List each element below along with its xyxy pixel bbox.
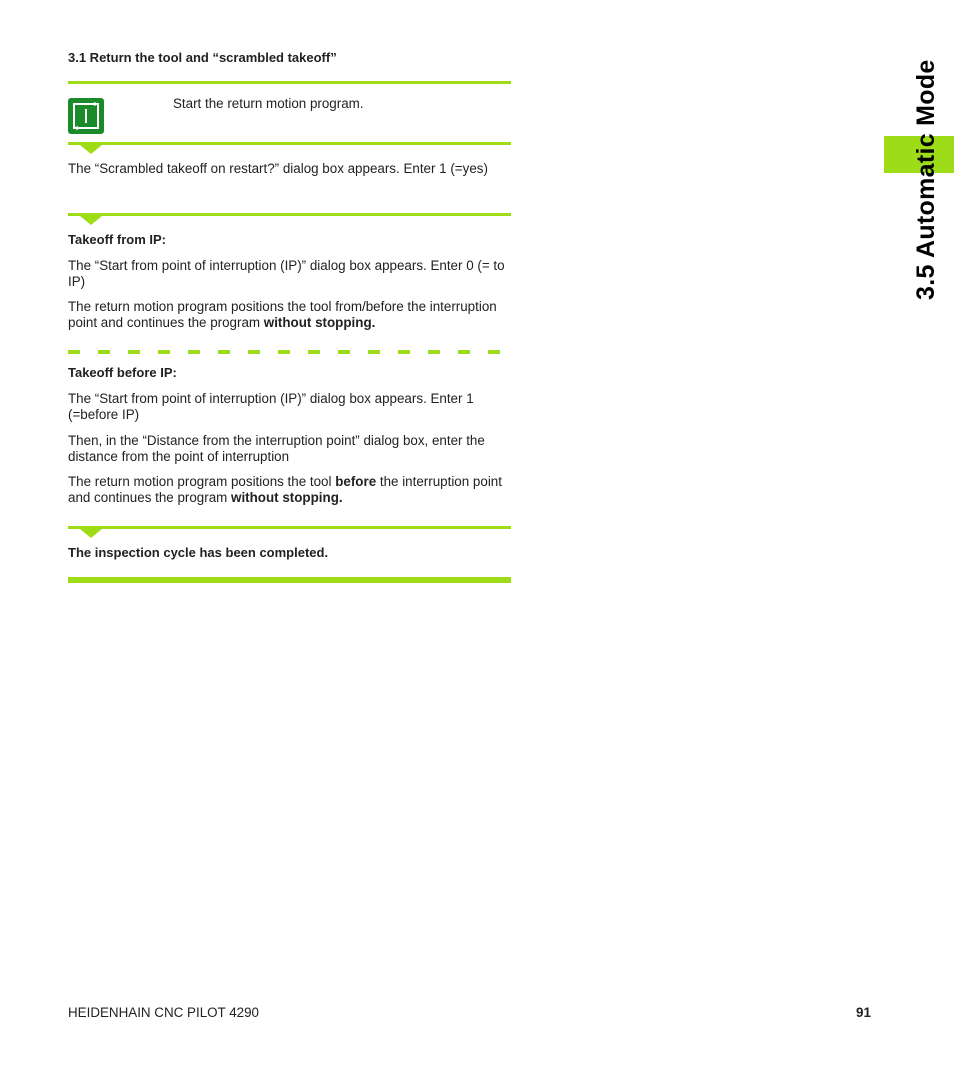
takeoff-before-ip-dialog-text: The “Start from point of interruption (IP)” dialog box appears. Enter 1 (=before IP) <box>68 391 474 422</box>
section-heading: 3.1 Return the tool and “scrambled takeoff” <box>68 50 337 65</box>
down-arrow-icon <box>80 216 102 225</box>
inspection-complete-text: The inspection cycle has been completed. <box>68 545 329 560</box>
divider-bar <box>68 213 511 216</box>
divider-bar <box>68 142 511 145</box>
takeoff-from-ip-title: Takeoff from IP: <box>68 232 166 247</box>
dashed-separator <box>68 350 508 354</box>
takeoff-before-ip-result-text: The return motion program positions the tool before the interruption point and continues the program without stopping. <box>68 474 502 505</box>
takeoff-from-ip-dialog-text: The “Start from point of interruption (IP)” dialog box appears. Enter 0 (= to IP) <box>68 258 505 289</box>
start-step-text: Start the return motion program. <box>173 96 364 111</box>
cycle-start-key-icon <box>68 98 104 134</box>
takeoff-from-ip-result-text: The return motion program positions the tool from/before the interruption point and continues the program without stopping. <box>68 299 497 330</box>
chapter-side-title: 3.5 Automatic Mode <box>912 59 940 300</box>
scrambled-dialog-text: The “Scrambled takeoff on restart?” dialog box appears. Enter 1 (=yes) <box>68 161 488 176</box>
footer-product-name: HEIDENHAIN CNC PILOT 4290 <box>68 1005 259 1020</box>
page-number: 91 <box>856 1005 871 1020</box>
divider-bar <box>68 526 511 529</box>
divider-bar <box>68 81 511 84</box>
down-arrow-icon <box>80 145 102 154</box>
end-bar <box>68 577 511 583</box>
down-arrow-icon <box>80 529 102 538</box>
takeoff-before-ip-title: Takeoff before IP: <box>68 365 177 380</box>
distance-dialog-text: Then, in the “Distance from the interruption point” dialog box, enter the distance from the point of interruption <box>68 433 485 464</box>
